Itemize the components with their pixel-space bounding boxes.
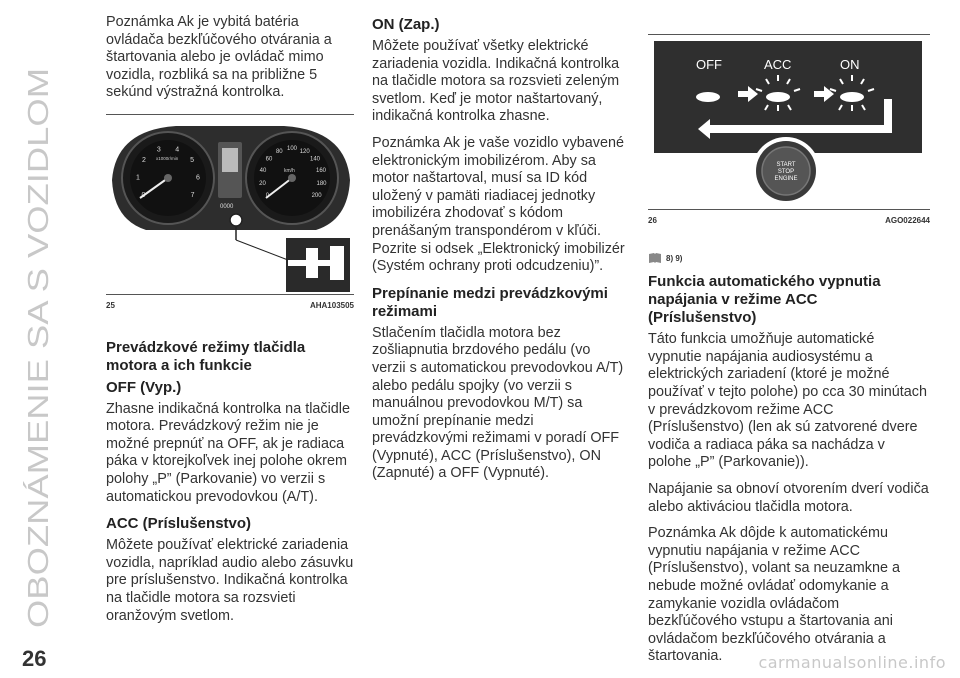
speedometer-unit: km/h	[284, 167, 295, 174]
figure-25-caption	[106, 297, 354, 315]
speedometer-tick-label: 100	[286, 145, 298, 152]
auto-off-heading: Funkcia automatického vypnutia napájania v režime ACC (Príslušenstvo)	[648, 273, 881, 327]
figure-bottom-rule	[106, 294, 354, 295]
label-off: OFF	[696, 57, 722, 72]
off-title: OFF (Vyp.)	[106, 378, 182, 396]
tachometer-unit: x1000r/min	[156, 155, 179, 161]
speedometer-tick-label: 60	[265, 156, 273, 163]
tachometer-tick-label: 7	[190, 192, 195, 200]
speedometer-tick-label: 120	[299, 148, 310, 155]
button-text-stop: STOP	[777, 169, 795, 175]
engine-button-figure	[648, 39, 930, 209]
footer-watermark: carmanualsonline.info	[758, 653, 946, 672]
tachometer-tick-label: 3	[156, 146, 161, 154]
figure-26-top-rule	[648, 34, 930, 35]
figure-26-caption	[648, 212, 930, 230]
column-2	[372, 14, 627, 492]
instrument-cluster-illustration	[106, 120, 354, 294]
engine-button-illustration	[648, 39, 930, 209]
acc-text: Môžete používať elektrické zariadenia vozidla, napríklad audio alebo zásuvku pre príslušenstvo. Indikačná kontrolka na tlačidle motora sa rozsvieti oranžovým svetlom.	[106, 537, 354, 624]
book-icon	[648, 252, 662, 264]
figure-26-code: AGO022644	[885, 216, 930, 225]
speedometer-tick-label: 180	[316, 181, 327, 188]
battery-note: Poznámka Ak je vybitá batéria ovládača bezkľúčového otvárania a štartovania alebo je ovládač mimo vozidla, rozbliká sa na približne 5 sekúnd výstražná kontrolka.	[106, 14, 332, 101]
modes-heading: Prevádzkové režimy tlačidla motora a ich funkcie	[106, 338, 306, 374]
figure-25-code: AHA103505	[309, 300, 354, 310]
section-title	[18, 38, 54, 638]
label-on: ON	[840, 57, 860, 72]
switch-modes-heading: Prepínanie medzi prevádzkovými režimami	[372, 284, 608, 320]
instrument-cluster-figure	[106, 120, 354, 294]
speedometer-tick-label: 160	[315, 168, 327, 175]
speedometer-tick-label: 80	[275, 148, 283, 155]
speedometer-tick-label: 20	[259, 181, 266, 188]
figure-26-number: 26	[648, 216, 657, 225]
label-acc: ACC	[764, 57, 792, 72]
section-title-text: OBOZNÁMENIE SA S VOZIDLOM	[23, 181, 54, 628]
column-3	[648, 14, 930, 675]
speedometer-tick-label: 140	[309, 156, 321, 163]
speedometer-tick-label: 40	[259, 168, 267, 175]
figure-top-rule	[106, 114, 354, 115]
switch-modes-text: Stlačením tlačidla motora bez zošliapnutia brzdového pedálu (vo verzii s automatickou prevodovkou A/T) alebo pedálu spojky (vo verzii s manuálnou prevodovkou M/T) sa umožní prepínanie medzi prevádzkovými režimami v poradí OFF (Vypnuté), ACC (Príslušenstvo), ON (Zapnuté) a OFF (Vypnuté).	[372, 324, 624, 482]
column-1	[106, 14, 354, 634]
on-text: Môžete používať všetky elektrické zariadenia vozidla. Indikačná kontrolka na tlačidle motora sa rozsvieti zeleným svetlom. Keď je motor naštartovaný, indikačná kontrolka zhasne.	[372, 38, 620, 125]
power-restore-text: Napájanie sa obnoví otvorením dverí vodiča alebo aktiváciou tlačidla motora.	[648, 480, 929, 515]
button-text-start: START	[776, 162, 796, 168]
acc-title: ACC (Príslušenstvo)	[106, 515, 252, 533]
tachometer-tick-label: 1	[136, 174, 140, 182]
tachometer-tick-label: 5	[190, 157, 195, 165]
speedometer-tick-label: 200	[311, 193, 322, 200]
tachometer-tick-label: 2	[141, 157, 146, 165]
warning-references	[648, 250, 930, 268]
references-text: 8) 9)	[666, 253, 683, 263]
on-title: ON (Zap.)	[372, 16, 440, 33]
button-text-engine: ENGINE	[774, 176, 798, 182]
tachometer-tick-label: 4	[175, 146, 180, 154]
auto-off-text: Táto funkcia umožňuje automatické vypnutie napájania audiosystému a elektrických zariadení (ktoré je možné používať v tejto polohe) po cca 30 minútach v prevádzkovom režime ACC (Príslušenstvo) (len ak sú zatvorené dvere vodiča a radiaca páka sa nachádza v polohe „P” (Parkovanie)).	[648, 331, 927, 471]
figure-25-number: 25	[106, 300, 115, 310]
tachometer-tick-label: 6	[196, 174, 200, 182]
off-text: Zhasne indikačná kontrolka na tlačidle motora. Prevádzkový režim nie je možné prepnúť na OFF, ak je radiaca páka v ktorejkoľvek inej polohe okrem polohy „P” (Parkovanie) vo verzii s automatickou prevodovkou (A/T).	[106, 400, 350, 505]
auto-off-note: Poznámka Ak dôjde k automatickému vypnutiu napájania v režime ACC (Príslušenstvo), volant sa neuzamkne a nebude možné ovládať odomykanie a zamykanie vozidla ovládačom bezkľúčového vstupu a štartovania ani ovládačom bezkľúčového otvárania a štartovania.	[648, 525, 900, 665]
odometer-display: 0000	[220, 203, 234, 210]
page-number: 26	[22, 646, 47, 671]
immobilizer-note: Poznámka Ak je vaše vozidlo vybavené elektronickým imobilizérom. Aby sa motor naštartoval, musí sa ID kód uložený v pamäti riadiacej jednotky imobilizéra zhodovať s kódom prenášaným transpondérom v kľúči. Pozrite si odsek „Elektronický imobilizér (Systém ochrany proti odcudzeniu)”.	[372, 134, 625, 275]
figure-26-bottom-rule	[648, 209, 930, 210]
